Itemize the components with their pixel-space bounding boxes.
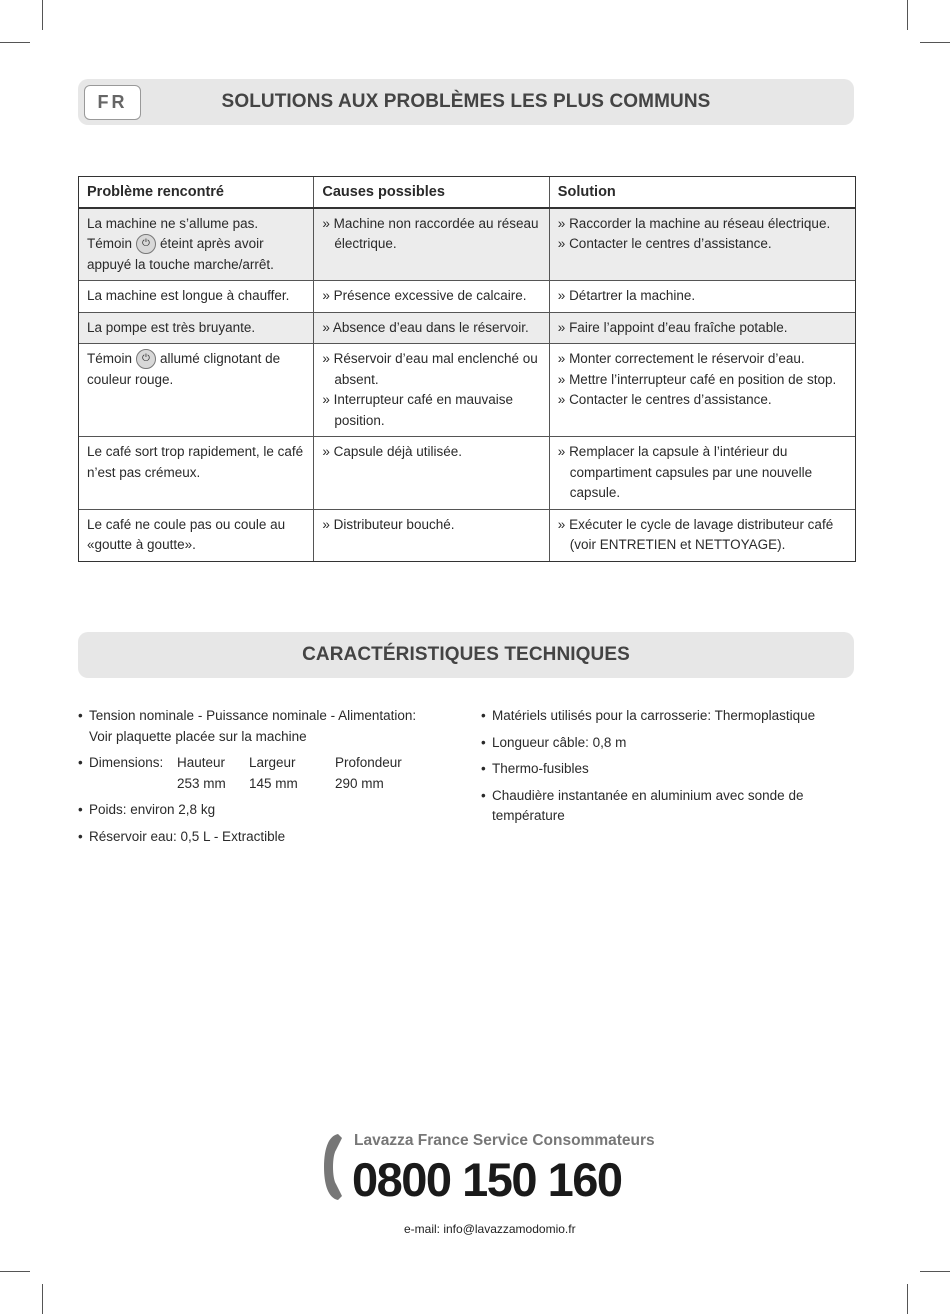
solution-cell: [549, 312, 855, 344]
spec-item-dimensions: [78, 753, 458, 794]
column-header: Problème rencontré: [79, 177, 314, 208]
cause-cell: [314, 281, 549, 313]
spec-text: Voir plaquette placée sur la machine: [89, 728, 307, 744]
solution-text: » Contacter le centres d’assistance.: [558, 234, 847, 255]
language-badge: FR: [84, 85, 141, 120]
table-row: [79, 344, 856, 437]
cause-cell: [314, 509, 549, 561]
specs-list: [78, 706, 458, 847]
cause-text: » Réservoir d’eau mal enclenché ou absent.: [322, 349, 540, 390]
cause-text: » Absence d’eau dans le réservoir.: [322, 318, 540, 339]
table-row: [79, 437, 856, 510]
customer-service-contact: [322, 1128, 655, 1243]
troubleshooting-table: [78, 176, 856, 562]
solution-text: » Faire l’appoint d’eau fraîche potable.: [558, 318, 847, 339]
solution-cell: [549, 344, 855, 437]
cause-text: » Distributeur bouché.: [322, 515, 540, 536]
crop-mark: [0, 42, 30, 43]
cause-cell: [314, 344, 549, 437]
problem-text: La pompe est très bruyante.: [87, 319, 256, 335]
specs-right-column: [481, 706, 861, 833]
specs-left-column: [78, 706, 458, 853]
cause-cell: [314, 437, 549, 510]
problem-text: éteint après avoir appuyé la touche marche/arrêt.: [87, 236, 274, 272]
problem-cell: [79, 281, 314, 313]
solution-text: » Exécuter le cycle de lavage distributeur café (voir ENTRETIEN et NETTOYAGE).: [558, 515, 847, 556]
solution-text: » Contacter le centres d’assistance.: [558, 390, 847, 411]
dimension-header: Hauteur: [177, 755, 226, 770]
power-icon: ⏻: [136, 234, 156, 254]
table-row: [79, 208, 856, 281]
dimension-header: Profondeur: [335, 755, 402, 770]
table-row: [79, 312, 856, 344]
problem-text: La machine ne s’allume pas.: [87, 215, 259, 231]
dimensions-grid: [89, 753, 458, 794]
cause-text: » Machine non raccordée au réseau électrique.: [322, 214, 540, 255]
solution-cell: [549, 509, 855, 561]
table-row: [79, 281, 856, 313]
solution-cell: [549, 208, 855, 281]
crop-mark: [907, 1284, 908, 1314]
solution-cell: [549, 437, 855, 510]
section-title: SOLUTIONS AUX PROBLÈMES LES PLUS COMMUNS: [221, 91, 711, 112]
column-header: Causes possibles: [314, 177, 549, 208]
problem-cell: [79, 312, 314, 344]
solution-text: » Remplacer la capsule à l’intérieur du compartiment capsules par une nouvelle capsule.: [558, 442, 847, 504]
problem-text: Témoin: [87, 236, 133, 251]
problem-text: allumé clignotant de couleur rouge.: [87, 351, 281, 387]
phone-number: 0800 150 160: [352, 1153, 622, 1206]
section-banner-specs: [78, 632, 854, 678]
specs-list: [481, 706, 861, 827]
crop-mark: [907, 0, 908, 30]
problem-cell: [79, 437, 314, 510]
problem-cell: [79, 509, 314, 561]
dimension-value: 253 mm: [177, 775, 226, 791]
spec-item: • Chaudière instantanée en aluminium avec sonde de température: [481, 786, 861, 827]
spec-item: • Thermo-fusibles: [481, 759, 861, 780]
spec-item: [78, 706, 458, 747]
phone-handset-icon: [322, 1132, 344, 1202]
crop-mark: [42, 1284, 43, 1314]
section-title: CARACTÉRISTIQUES TECHNIQUES: [302, 644, 630, 665]
dimension-value: 145 mm: [249, 775, 298, 791]
column-header: Solution: [549, 177, 855, 208]
solution-cell: [549, 281, 855, 313]
dimension-header: Largeur: [249, 755, 296, 770]
problem-text: Témoin: [87, 351, 133, 366]
cause-cell: [314, 208, 549, 281]
problem-text: Le café sort trop rapidement, le café n’est pas crémeux.: [87, 444, 304, 480]
cause-text: » Présence excessive de calcaire.: [322, 286, 540, 307]
spec-item: • Réservoir eau: 0,5 L - Extractible: [78, 827, 458, 848]
problem-cell: [79, 208, 314, 281]
spec-item: • Longueur câble: 0,8 m: [481, 733, 861, 754]
contact-label: Lavazza France Service Consommateurs: [354, 1132, 655, 1149]
cause-text: » Interrupteur café en mauvaise position.: [322, 390, 540, 431]
section-banner-troubleshooting: [78, 79, 854, 125]
solution-text: » Monter correctement le réservoir d’eau.: [558, 349, 847, 370]
table-header-row: [79, 177, 856, 208]
spec-item: • Poids: environ 2,8 kg: [78, 800, 458, 821]
crop-mark: [920, 1271, 950, 1272]
cause-text: » Capsule déjà utilisée.: [322, 442, 540, 463]
crop-mark: [0, 1271, 30, 1272]
cause-cell: [314, 312, 549, 344]
problem-text: Le café ne coule pas ou coule au «goutte à goutte».: [87, 516, 286, 552]
spec-item: • Matériels utilisés pour la carrosserie: Thermoplastique: [481, 706, 861, 727]
contact-email: e-mail: info@lavazzamodomio.fr: [404, 1222, 576, 1236]
dimensions-label: • Dimensions:: [89, 755, 164, 770]
crop-mark: [920, 42, 950, 43]
problem-text: La machine est longue à chauffer.: [87, 288, 290, 303]
crop-mark: [42, 0, 43, 30]
solution-text: » Raccorder la machine au réseau électrique.: [558, 214, 847, 235]
table-row: [79, 509, 856, 561]
power-icon: ⏻: [136, 349, 156, 369]
dimension-value: 290 mm: [335, 775, 384, 791]
spec-text: • Tension nominale - Puissance nominale - Alimentation:: [89, 708, 417, 723]
solution-text: » Détartrer la machine.: [558, 286, 847, 307]
solution-text: » Mettre l’interrupteur café en position de stop.: [558, 370, 847, 391]
problem-cell: [79, 344, 314, 437]
